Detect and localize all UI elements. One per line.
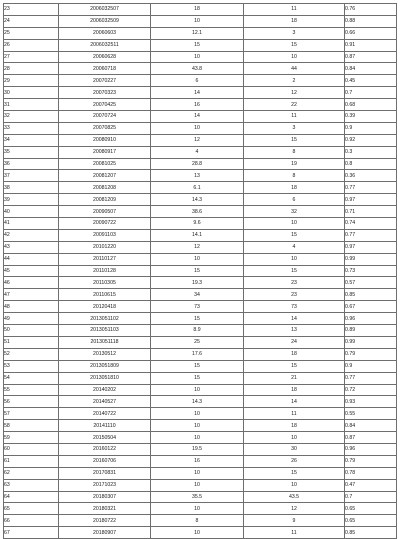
cell-value-b: 11	[244, 408, 345, 420]
cell-value-a: 10	[151, 51, 244, 63]
cell-event-id: 20120418	[59, 301, 151, 313]
cell-value-b: 22	[244, 99, 345, 111]
cell-ratio: 0.85	[345, 527, 397, 539]
table-row	[4, 182, 397, 194]
cell-event-id: 20150504	[59, 432, 151, 444]
cell-index: 37	[4, 170, 59, 182]
cell-index: 26	[4, 39, 59, 51]
cell-index: 27	[4, 51, 59, 63]
cell-value-a: 19.3	[151, 277, 244, 289]
cell-value-b: 23	[244, 277, 345, 289]
cell-ratio: 0.74	[345, 218, 397, 230]
cell-value-b: 19	[244, 158, 345, 170]
table-row	[4, 515, 397, 527]
cell-value-b: 3	[244, 122, 345, 134]
cell-value-a: 28.8	[151, 158, 244, 170]
cell-value-a: 10	[151, 384, 244, 396]
cell-value-b: 15	[244, 39, 345, 51]
cell-value-a: 10	[151, 503, 244, 515]
cell-value-b: 14	[244, 313, 345, 325]
cell-value-b: 30	[244, 443, 345, 455]
cell-value-b: 26	[244, 455, 345, 467]
cell-index: 42	[4, 229, 59, 241]
cell-value-b: 23	[244, 289, 345, 301]
table-body	[4, 4, 397, 539]
cell-ratio: 0.65	[345, 503, 397, 515]
cell-ratio: 0.96	[345, 443, 397, 455]
cell-value-a: 10	[151, 420, 244, 432]
cell-index: 36	[4, 158, 59, 170]
cell-value-b: 15	[244, 229, 345, 241]
cell-ratio: 0.97	[345, 241, 397, 253]
cell-index: 45	[4, 265, 59, 277]
cell-index: 50	[4, 325, 59, 337]
cell-value-b: 3	[244, 27, 345, 39]
cell-event-id: 20080917	[59, 146, 151, 158]
cell-value-a: 19.5	[151, 443, 244, 455]
cell-event-id: 20070825	[59, 122, 151, 134]
cell-value-b: 18	[244, 384, 345, 396]
cell-ratio: 0.71	[345, 206, 397, 218]
table-row	[4, 491, 397, 503]
table-row	[4, 265, 397, 277]
table-row	[4, 313, 397, 325]
cell-event-id: 2006032509	[59, 15, 151, 27]
cell-value-a: 16	[151, 99, 244, 111]
cell-index: 43	[4, 241, 59, 253]
cell-index: 41	[4, 218, 59, 230]
cell-event-id: 20070323	[59, 87, 151, 99]
cell-value-b: 8	[244, 146, 345, 158]
cell-ratio: 0.92	[345, 134, 397, 146]
cell-index: 53	[4, 360, 59, 372]
cell-index: 62	[4, 467, 59, 479]
cell-event-id: 20180321	[59, 503, 151, 515]
cell-ratio: 0.79	[345, 455, 397, 467]
table-row	[4, 87, 397, 99]
table-row	[4, 408, 397, 420]
cell-event-id: 20180307	[59, 491, 151, 503]
cell-ratio: 0.7	[345, 87, 397, 99]
cell-index: 23	[4, 4, 59, 16]
cell-event-id: 20091103	[59, 229, 151, 241]
cell-value-a: 14	[151, 87, 244, 99]
cell-value-b: 11	[244, 4, 345, 16]
cell-event-id: 20140202	[59, 384, 151, 396]
cell-value-a: 10	[151, 432, 244, 444]
table-row	[4, 301, 397, 313]
cell-index: 52	[4, 348, 59, 360]
table-row	[4, 27, 397, 39]
cell-index: 34	[4, 134, 59, 146]
cell-value-a: 9.6	[151, 218, 244, 230]
cell-value-a: 6	[151, 75, 244, 87]
cell-event-id: 20170831	[59, 467, 151, 479]
table-row	[4, 158, 397, 170]
cell-ratio: 0.93	[345, 396, 397, 408]
cell-index: 35	[4, 146, 59, 158]
table-row	[4, 372, 397, 384]
cell-event-id: 2013051118	[59, 336, 151, 348]
table-row	[4, 75, 397, 87]
cell-ratio: 0.84	[345, 420, 397, 432]
cell-value-a: 10	[151, 15, 244, 27]
cell-ratio: 0.68	[345, 99, 397, 111]
cell-value-b: 4	[244, 241, 345, 253]
cell-event-id: 2013051809	[59, 360, 151, 372]
cell-index: 64	[4, 491, 59, 503]
cell-event-id: 20081209	[59, 194, 151, 206]
cell-value-b: 18	[244, 182, 345, 194]
cell-event-id: 20141110	[59, 420, 151, 432]
cell-value-b: 10	[244, 51, 345, 63]
table-row	[4, 122, 397, 134]
cell-event-id: 20070425	[59, 99, 151, 111]
cell-ratio: 0.9	[345, 360, 397, 372]
cell-event-id: 20081208	[59, 182, 151, 194]
cell-value-b: 9	[244, 515, 345, 527]
cell-event-id: 20130512	[59, 348, 151, 360]
cell-value-a: 25	[151, 336, 244, 348]
cell-index: 57	[4, 408, 59, 420]
cell-value-a: 15	[151, 313, 244, 325]
cell-value-a: 10	[151, 479, 244, 491]
cell-value-a: 15	[151, 39, 244, 51]
cell-value-a: 6.1	[151, 182, 244, 194]
table-row	[4, 4, 397, 16]
table-row	[4, 39, 397, 51]
table-row	[4, 289, 397, 301]
cell-value-b: 14	[244, 396, 345, 408]
cell-value-a: 38.6	[151, 206, 244, 218]
cell-index: 67	[4, 527, 59, 539]
cell-index: 56	[4, 396, 59, 408]
cell-event-id: 20081025	[59, 158, 151, 170]
cell-value-a: 17.6	[151, 348, 244, 360]
cell-ratio: 0.47	[345, 479, 397, 491]
cell-ratio: 0.84	[345, 63, 397, 75]
table-row	[4, 336, 397, 348]
cell-value-a: 4	[151, 146, 244, 158]
cell-value-b: 32	[244, 206, 345, 218]
cell-ratio: 0.96	[345, 313, 397, 325]
cell-index: 38	[4, 182, 59, 194]
cell-event-id: 20110615	[59, 289, 151, 301]
cell-ratio: 0.99	[345, 253, 397, 265]
cell-index: 61	[4, 455, 59, 467]
cell-index: 65	[4, 503, 59, 515]
cell-event-id: 20070227	[59, 75, 151, 87]
cell-value-b: 24	[244, 336, 345, 348]
table-row	[4, 479, 397, 491]
cell-ratio: 0.3	[345, 146, 397, 158]
cell-event-id: 20060603	[59, 27, 151, 39]
cell-value-a: 8	[151, 515, 244, 527]
cell-value-b: 10	[244, 479, 345, 491]
cell-index: 54	[4, 372, 59, 384]
table-row	[4, 111, 397, 123]
cell-event-id: 20081207	[59, 170, 151, 182]
cell-event-id: 20060628	[59, 51, 151, 63]
table-row	[4, 218, 397, 230]
cell-value-a: 34	[151, 289, 244, 301]
cell-index: 40	[4, 206, 59, 218]
cell-index: 33	[4, 122, 59, 134]
cell-value-a: 10	[151, 467, 244, 479]
table-row	[4, 527, 397, 539]
cell-index: 59	[4, 432, 59, 444]
cell-event-id: 20110305	[59, 277, 151, 289]
table-row	[4, 146, 397, 158]
cell-event-id: 2013051102	[59, 313, 151, 325]
table-row	[4, 15, 397, 27]
cell-ratio: 0.65	[345, 515, 397, 527]
cell-ratio: 0.77	[345, 182, 397, 194]
cell-index: 44	[4, 253, 59, 265]
table-row	[4, 206, 397, 218]
cell-event-id: 20180722	[59, 515, 151, 527]
cell-value-a: 12	[151, 134, 244, 146]
table-row	[4, 420, 397, 432]
cell-value-a: 12	[151, 241, 244, 253]
cell-value-b: 43.5	[244, 491, 345, 503]
cell-ratio: 0.88	[345, 15, 397, 27]
cell-value-b: 10	[244, 253, 345, 265]
cell-event-id: 20090507	[59, 206, 151, 218]
cell-value-a: 12.1	[151, 27, 244, 39]
cell-value-a: 14	[151, 111, 244, 123]
cell-value-a: 8.9	[151, 325, 244, 337]
cell-event-id: 20171023	[59, 479, 151, 491]
cell-ratio: 0.78	[345, 467, 397, 479]
cell-value-b: 15	[244, 360, 345, 372]
cell-ratio: 0.72	[345, 384, 397, 396]
cell-event-id: 20140527	[59, 396, 151, 408]
cell-ratio: 0.66	[345, 27, 397, 39]
cell-ratio: 0.57	[345, 277, 397, 289]
cell-index: 46	[4, 277, 59, 289]
cell-ratio: 0.8	[345, 158, 397, 170]
cell-value-b: 18	[244, 348, 345, 360]
cell-event-id: 2006032507	[59, 4, 151, 16]
cell-value-a: 13	[151, 170, 244, 182]
cell-value-b: 18	[244, 420, 345, 432]
cell-event-id: 20101220	[59, 241, 151, 253]
cell-value-b: 15	[244, 467, 345, 479]
table-row	[4, 467, 397, 479]
cell-index: 55	[4, 384, 59, 396]
cell-value-a: 10	[151, 122, 244, 134]
cell-ratio: 0.9	[345, 122, 397, 134]
table-row	[4, 241, 397, 253]
cell-index: 48	[4, 301, 59, 313]
cell-event-id: 2013051103	[59, 325, 151, 337]
cell-ratio: 0.77	[345, 229, 397, 241]
cell-ratio: 0.39	[345, 111, 397, 123]
cell-ratio: 0.76	[345, 4, 397, 16]
cell-event-id: 20110128	[59, 265, 151, 277]
table-row	[4, 384, 397, 396]
cell-value-a: 14.3	[151, 194, 244, 206]
cell-value-b: 10	[244, 218, 345, 230]
cell-ratio: 0.55	[345, 408, 397, 420]
cell-ratio: 0.91	[345, 39, 397, 51]
cell-value-b: 73	[244, 301, 345, 313]
cell-value-b: 11	[244, 111, 345, 123]
cell-ratio: 0.87	[345, 432, 397, 444]
cell-event-id: 2013051810	[59, 372, 151, 384]
cell-value-b: 12	[244, 87, 345, 99]
cell-index: 63	[4, 479, 59, 491]
cell-event-id: 2006032511	[59, 39, 151, 51]
cell-value-a: 14.3	[151, 396, 244, 408]
cell-index: 31	[4, 99, 59, 111]
table-row	[4, 455, 397, 467]
cell-value-a: 16	[151, 455, 244, 467]
table-row	[4, 229, 397, 241]
cell-value-a: 15	[151, 360, 244, 372]
cell-value-b: 12	[244, 503, 345, 515]
cell-value-a: 73	[151, 301, 244, 313]
cell-value-b: 11	[244, 527, 345, 539]
table-row	[4, 194, 397, 206]
cell-event-id: 20080910	[59, 134, 151, 146]
cell-ratio: 0.45	[345, 75, 397, 87]
cell-event-id: 20160122	[59, 443, 151, 455]
cell-ratio: 0.99	[345, 336, 397, 348]
cell-ratio: 0.89	[345, 325, 397, 337]
cell-value-b: 15	[244, 265, 345, 277]
table-row	[4, 277, 397, 289]
cell-event-id: 20090722	[59, 218, 151, 230]
cell-index: 29	[4, 75, 59, 87]
cell-value-a: 15	[151, 265, 244, 277]
cell-event-id: 20160706	[59, 455, 151, 467]
cell-value-a: 10	[151, 527, 244, 539]
table-row	[4, 253, 397, 265]
cell-event-id: 20140722	[59, 408, 151, 420]
cell-event-id: 20180907	[59, 527, 151, 539]
cell-value-b: 18	[244, 15, 345, 27]
cell-ratio: 0.7	[345, 491, 397, 503]
cell-index: 60	[4, 443, 59, 455]
table-row	[4, 63, 397, 75]
cell-value-b: 21	[244, 372, 345, 384]
cell-value-b: 15	[244, 134, 345, 146]
table-row	[4, 170, 397, 182]
table-row	[4, 443, 397, 455]
table-row	[4, 325, 397, 337]
cell-index: 49	[4, 313, 59, 325]
cell-event-id: 20060718	[59, 63, 151, 75]
cell-value-a: 10	[151, 253, 244, 265]
cell-ratio: 0.67	[345, 301, 397, 313]
cell-ratio: 0.87	[345, 51, 397, 63]
cell-index: 58	[4, 420, 59, 432]
cell-value-b: 8	[244, 170, 345, 182]
table-row	[4, 51, 397, 63]
cell-value-a: 10	[151, 408, 244, 420]
cell-value-a: 35.5	[151, 491, 244, 503]
cell-event-id: 20110127	[59, 253, 151, 265]
cell-index: 25	[4, 27, 59, 39]
cell-index: 47	[4, 289, 59, 301]
cell-value-b: 10	[244, 432, 345, 444]
cell-ratio: 0.85	[345, 289, 397, 301]
cell-ratio: 0.36	[345, 170, 397, 182]
cell-ratio: 0.97	[345, 194, 397, 206]
cell-ratio: 0.77	[345, 372, 397, 384]
table-row	[4, 432, 397, 444]
cell-value-a: 43.8	[151, 63, 244, 75]
cell-value-b: 44	[244, 63, 345, 75]
data-table	[3, 3, 397, 539]
cell-index: 51	[4, 336, 59, 348]
cell-value-b: 2	[244, 75, 345, 87]
cell-ratio: 0.79	[345, 348, 397, 360]
cell-value-b: 13	[244, 325, 345, 337]
table-row	[4, 396, 397, 408]
cell-value-a: 15	[151, 372, 244, 384]
cell-index: 66	[4, 515, 59, 527]
table-row	[4, 99, 397, 111]
cell-event-id: 20070724	[59, 111, 151, 123]
cell-index: 32	[4, 111, 59, 123]
cell-value-b: 6	[244, 194, 345, 206]
table-row	[4, 134, 397, 146]
table-row	[4, 360, 397, 372]
cell-value-a: 14.1	[151, 229, 244, 241]
table-row	[4, 503, 397, 515]
cell-index: 28	[4, 63, 59, 75]
cell-index: 30	[4, 87, 59, 99]
cell-value-a: 18	[151, 4, 244, 16]
cell-index: 39	[4, 194, 59, 206]
cell-ratio: 0.73	[345, 265, 397, 277]
cell-index: 24	[4, 15, 59, 27]
table-row	[4, 348, 397, 360]
